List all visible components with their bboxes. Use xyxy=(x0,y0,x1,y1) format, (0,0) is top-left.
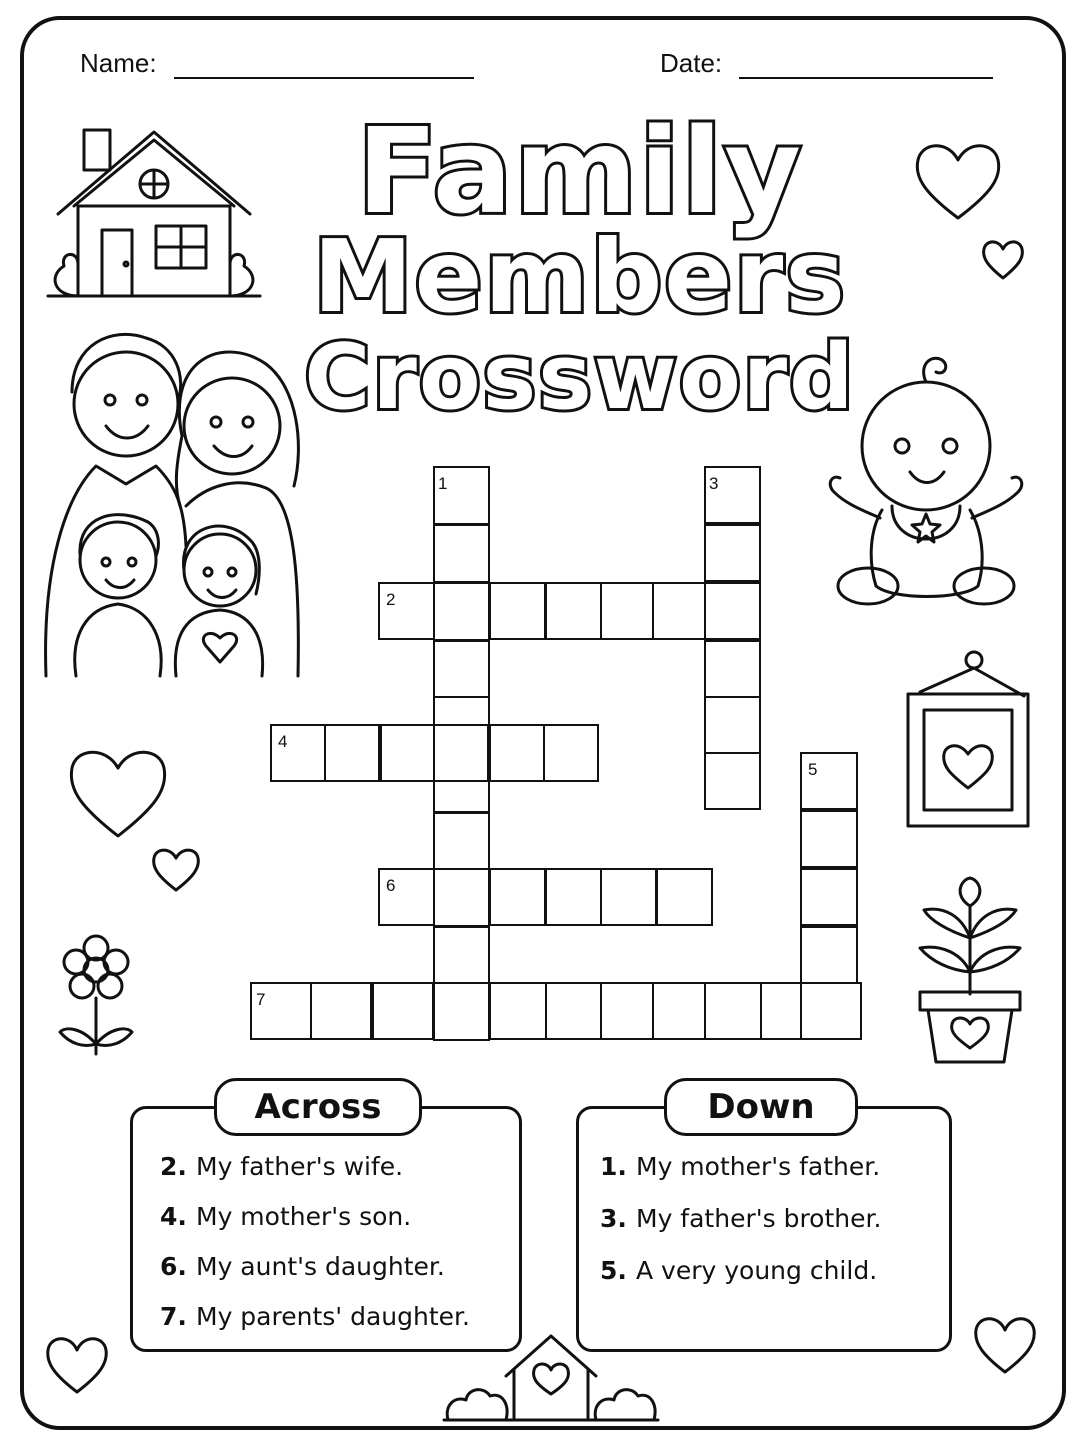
crossword-cell[interactable] xyxy=(800,868,858,926)
crossword-cell[interactable] xyxy=(489,724,545,782)
heart-icon xyxy=(912,138,1004,222)
name-line xyxy=(174,53,474,79)
crossword-cell[interactable] xyxy=(543,724,599,782)
crossword-cell[interactable] xyxy=(704,640,761,698)
crossword-cell[interactable] xyxy=(704,696,761,754)
crossword-cell[interactable] xyxy=(433,582,490,641)
crossword-cell[interactable] xyxy=(600,868,657,926)
grid-number-4: 4 xyxy=(278,732,288,751)
crossword-cell[interactable] xyxy=(433,982,490,1041)
grid-number-5: 5 xyxy=(808,760,818,779)
flower-icon xyxy=(48,932,144,1060)
title-line-3: Crossword xyxy=(304,325,856,430)
heart-icon xyxy=(972,1314,1038,1376)
crossword-cell[interactable] xyxy=(652,582,709,640)
crossword-cell[interactable] xyxy=(380,724,436,782)
crossword-cell[interactable] xyxy=(600,582,657,640)
crossword-cell[interactable] xyxy=(800,926,858,984)
heart-icon xyxy=(150,846,202,894)
down-clue-5: 5. A very young child. xyxy=(600,1256,878,1285)
crossword-cell[interactable] xyxy=(433,812,490,871)
crossword-cell[interactable] xyxy=(545,982,607,1040)
baby-illustration xyxy=(822,350,1032,610)
crossword-cell[interactable] xyxy=(489,868,546,926)
crossword-cell[interactable] xyxy=(704,524,761,582)
date-label: Date: xyxy=(660,48,723,78)
down-clue-1: 1. My mother's father. xyxy=(600,1152,881,1181)
crossword-cell[interactable] xyxy=(545,582,602,640)
across-clue-2: 2. My father's wife. xyxy=(160,1152,404,1181)
heart-icon xyxy=(44,1334,110,1396)
heart-icon xyxy=(66,744,170,840)
heart-icon xyxy=(980,238,1026,282)
crossword-cell[interactable] xyxy=(704,582,761,640)
crossword-cell[interactable] xyxy=(433,524,490,583)
crossword-cell[interactable] xyxy=(310,982,372,1040)
grid-number-3: 3 xyxy=(709,474,719,493)
crossword-cell[interactable] xyxy=(433,724,489,782)
title-line-2: Members xyxy=(313,218,847,335)
crossword-cell[interactable] xyxy=(656,868,713,926)
crossword-cell[interactable] xyxy=(433,640,490,699)
across-clue-6: 6. My aunt's daughter. xyxy=(160,1252,445,1281)
name-field[interactable] xyxy=(80,48,474,79)
across-heading: Across xyxy=(214,1078,422,1136)
date-line xyxy=(739,53,993,79)
date-field[interactable] xyxy=(660,48,993,79)
grid-number-2: 2 xyxy=(386,590,396,609)
across-clue-7: 7. My parents' daughter. xyxy=(160,1302,470,1331)
crossword-cell[interactable] xyxy=(704,982,766,1040)
family-illustration xyxy=(36,316,312,682)
grid-number-6: 6 xyxy=(386,876,396,895)
grid-number-7: 7 xyxy=(256,990,266,1009)
crossword-cell[interactable] xyxy=(372,982,434,1040)
grid-number-1: 1 xyxy=(438,474,448,493)
title-line-1: Family xyxy=(356,102,804,240)
down-heading: Down xyxy=(664,1078,858,1136)
crossword-cell[interactable] xyxy=(800,810,858,868)
house-icon xyxy=(44,126,264,301)
down-clue-3: 3. My father's brother. xyxy=(600,1204,882,1233)
crossword-cell[interactable] xyxy=(489,982,551,1040)
crossword-cell[interactable] xyxy=(489,582,546,640)
crossword-cell[interactable] xyxy=(433,926,490,985)
name-label: Name: xyxy=(80,48,157,78)
crossword-cell[interactable] xyxy=(704,752,761,810)
crossword-cell[interactable] xyxy=(545,868,602,926)
crossword-cell[interactable] xyxy=(800,982,862,1040)
across-clue-4: 4. My mother's son. xyxy=(160,1202,412,1231)
crossword-cell[interactable] xyxy=(433,868,490,927)
crossword-cell[interactable] xyxy=(324,724,380,782)
potted-plant-icon xyxy=(914,876,1026,1066)
picture-frame-icon xyxy=(902,650,1034,830)
